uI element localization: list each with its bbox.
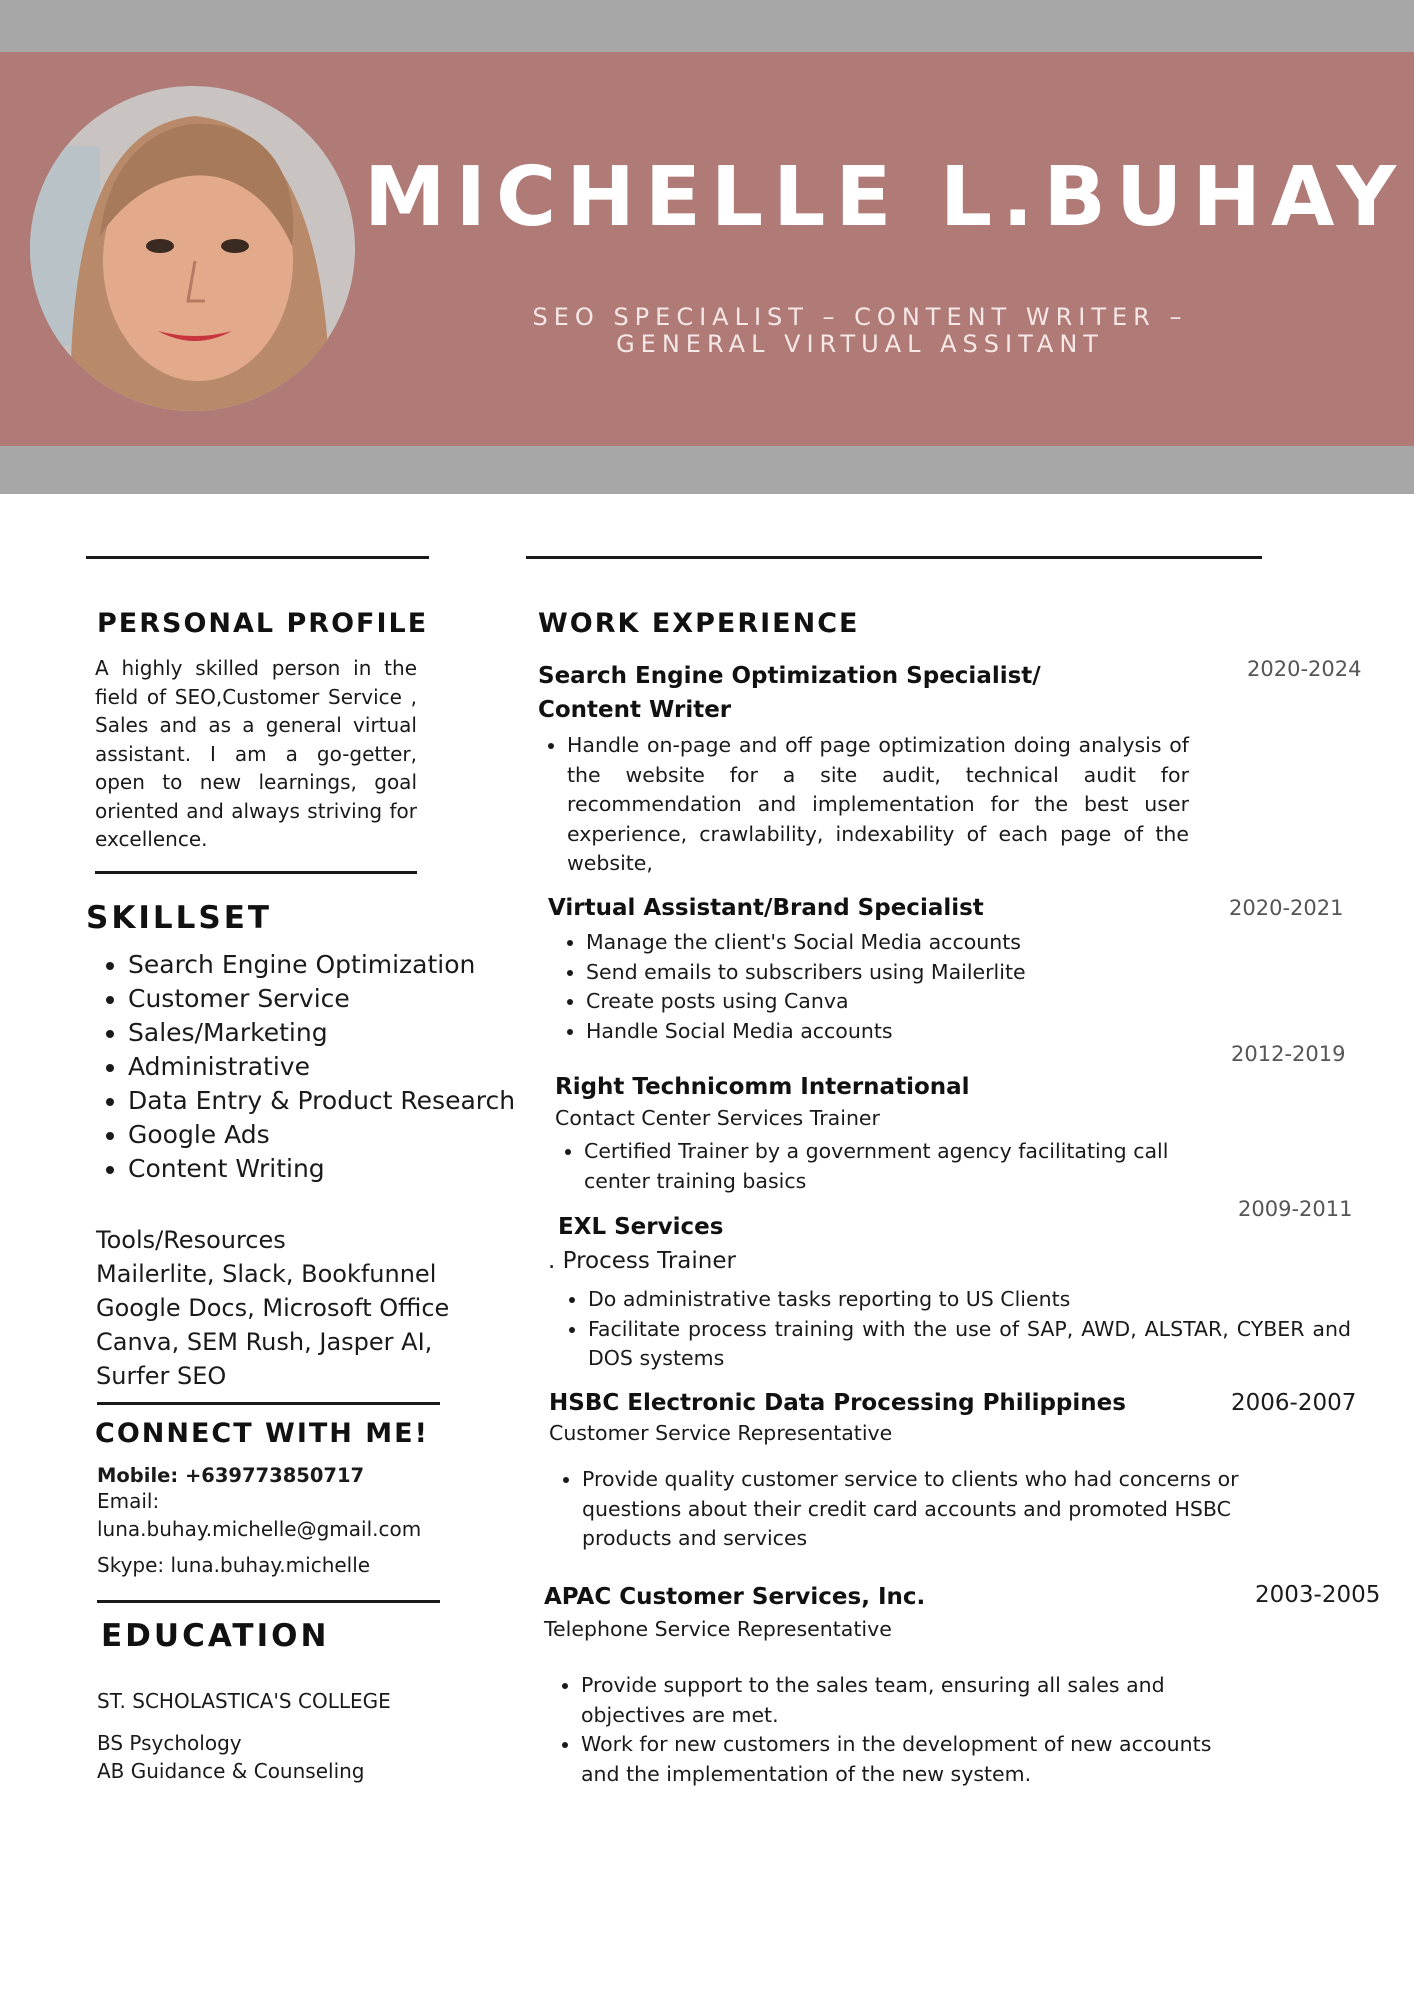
job-years: 2006-2007	[1231, 1390, 1357, 1416]
job-years: 2009-2011	[1238, 1197, 1353, 1221]
job-bullet: • Provide quality customer service to clients who had concerns or questions about their credit card accounts and promoted HSBC products and services	[582, 1465, 1252, 1554]
right-column-divider	[526, 556, 1262, 559]
job-title: Virtual Assistant/Brand Specialist	[548, 895, 984, 921]
tools-line: Canva, SEM Rush, Jasper AI,	[96, 1328, 433, 1356]
education-heading: EDUCATION	[101, 1618, 330, 1654]
skillset-heading: SKILLSET	[86, 900, 273, 936]
bottom-gray-band	[0, 446, 1414, 494]
job-bullet: • Do administrative tasks reporting to US Clients	[588, 1285, 1351, 1315]
skill-item: • Customer Service	[128, 982, 588, 1016]
job-title-subtitle	[470, 304, 1250, 358]
mobile-number: Mobile: +639773850717	[97, 1464, 365, 1487]
job-bullet: • Send emails to subscribers using Mailerlite	[586, 958, 1146, 988]
job-bullets	[560, 1285, 1351, 1374]
job-role: Customer Service Representative	[549, 1421, 893, 1445]
email-label: Email:	[97, 1489, 160, 1513]
degree-1: BS Psychology	[97, 1731, 242, 1755]
job-bullet: • Facilitate process training with the use of SAP, AWD, ALSTAR, CYBER and DOS systems	[588, 1315, 1351, 1374]
skill-item: • Content Writing	[128, 1152, 588, 1186]
school-name: ST. SCHOLASTICA'S COLLEGE	[97, 1689, 391, 1713]
left-column-divider	[86, 556, 429, 559]
profile-photo	[30, 86, 355, 411]
skill-item: • Administrative	[128, 1050, 588, 1084]
profile-divider	[95, 871, 417, 874]
job-bullet: • Manage the client's Social Media accounts	[586, 928, 1146, 958]
tools-line: Mailerlite, Slack, Bookfunnel	[96, 1260, 437, 1288]
job-role: . Process Trainer	[548, 1248, 736, 1274]
job-title: Search Engine Optimization Specialist/	[538, 663, 1041, 689]
job-bullets	[539, 731, 1189, 879]
job-bullets	[556, 1137, 1224, 1196]
subtitle-line-2: GENERAL VIRTUAL ASSITANT	[616, 330, 1104, 358]
job-years: 2012-2019	[1231, 1042, 1346, 1066]
personal-profile-heading: PERSONAL PROFILE	[97, 608, 429, 639]
skill-item: • Search Engine Optimization	[128, 948, 588, 982]
job-years: 2003-2005	[1255, 1582, 1381, 1608]
tools-line: Google Docs, Microsoft Office	[96, 1294, 450, 1322]
tools-heading: Tools/Resources	[96, 1226, 286, 1254]
job-bullet: • Certified Trainer by a government agency facilitating call center training basics	[584, 1137, 1224, 1196]
job-role: Telephone Service Representative	[544, 1617, 892, 1641]
email-address[interactable]: luna.buhay.michelle@gmail.com	[97, 1517, 422, 1541]
contact-divider	[97, 1600, 440, 1603]
work-experience-heading: WORK EXPERIENCE	[538, 608, 860, 639]
personal-profile-text: A highly skilled person in the field of SEO,Customer Service , Sales and as a general virtual assistant. I am a go-getter, open to new learnings, goal oriented and always striving for excellence.	[95, 656, 417, 851]
tools-line: Surfer SEO	[96, 1362, 227, 1390]
job-bullet: • Handle Social Media accounts	[586, 1017, 1146, 1047]
skill-item: • Data Entry & Product Research	[128, 1084, 588, 1118]
job-bullet: • Create posts using Canva	[586, 987, 1146, 1017]
job-years: 2020-2021	[1229, 896, 1344, 920]
job-bullet: • Work for new customers in the development of new accounts and the implementation of the new system.	[581, 1730, 1221, 1789]
tools-divider	[97, 1402, 440, 1405]
job-title: APAC Customer Services, Inc.	[544, 1584, 926, 1610]
skill-item: • Sales/Marketing	[128, 1016, 588, 1050]
skills-list	[70, 948, 588, 1186]
job-bullet: • Handle on-page and off page optimization doing analysis of the website for a site audit, technical audit for recommendation and implementation for the best user experience, crawlability, indexability of each page of the website,	[567, 731, 1189, 879]
job-bullets	[553, 1671, 1221, 1789]
connect-heading: CONNECT WITH ME!	[95, 1418, 429, 1449]
job-bullets	[558, 928, 1146, 1046]
job-title: HSBC Electronic Data Processing Philippines	[549, 1390, 1126, 1416]
degree-2: AB Guidance & Counseling	[97, 1759, 365, 1783]
candidate-name: MICHELLE L.BUHAY	[363, 150, 1407, 245]
job-title: EXL Services	[558, 1214, 724, 1240]
tools-resources	[96, 1223, 516, 1393]
skill-item: • Google Ads	[128, 1118, 588, 1152]
top-gray-band	[0, 0, 1414, 52]
profile-photo-illustration	[30, 86, 355, 411]
job-bullet: • Provide support to the sales team, ensuring all sales and objectives are met.	[581, 1671, 1221, 1730]
skype-id: Skype: luna.buhay.michelle	[97, 1553, 371, 1577]
subtitle-line-1: SEO SPECIALIST – CONTENT WRITER –	[532, 303, 1188, 331]
job-title: Right Technicomm International	[555, 1074, 970, 1100]
job-bullets	[554, 1465, 1252, 1554]
job-role: Contact Center Services Trainer	[555, 1106, 880, 1130]
job-years: 2020-2024	[1247, 657, 1362, 681]
job-title-continued: Content Writer	[538, 697, 732, 723]
